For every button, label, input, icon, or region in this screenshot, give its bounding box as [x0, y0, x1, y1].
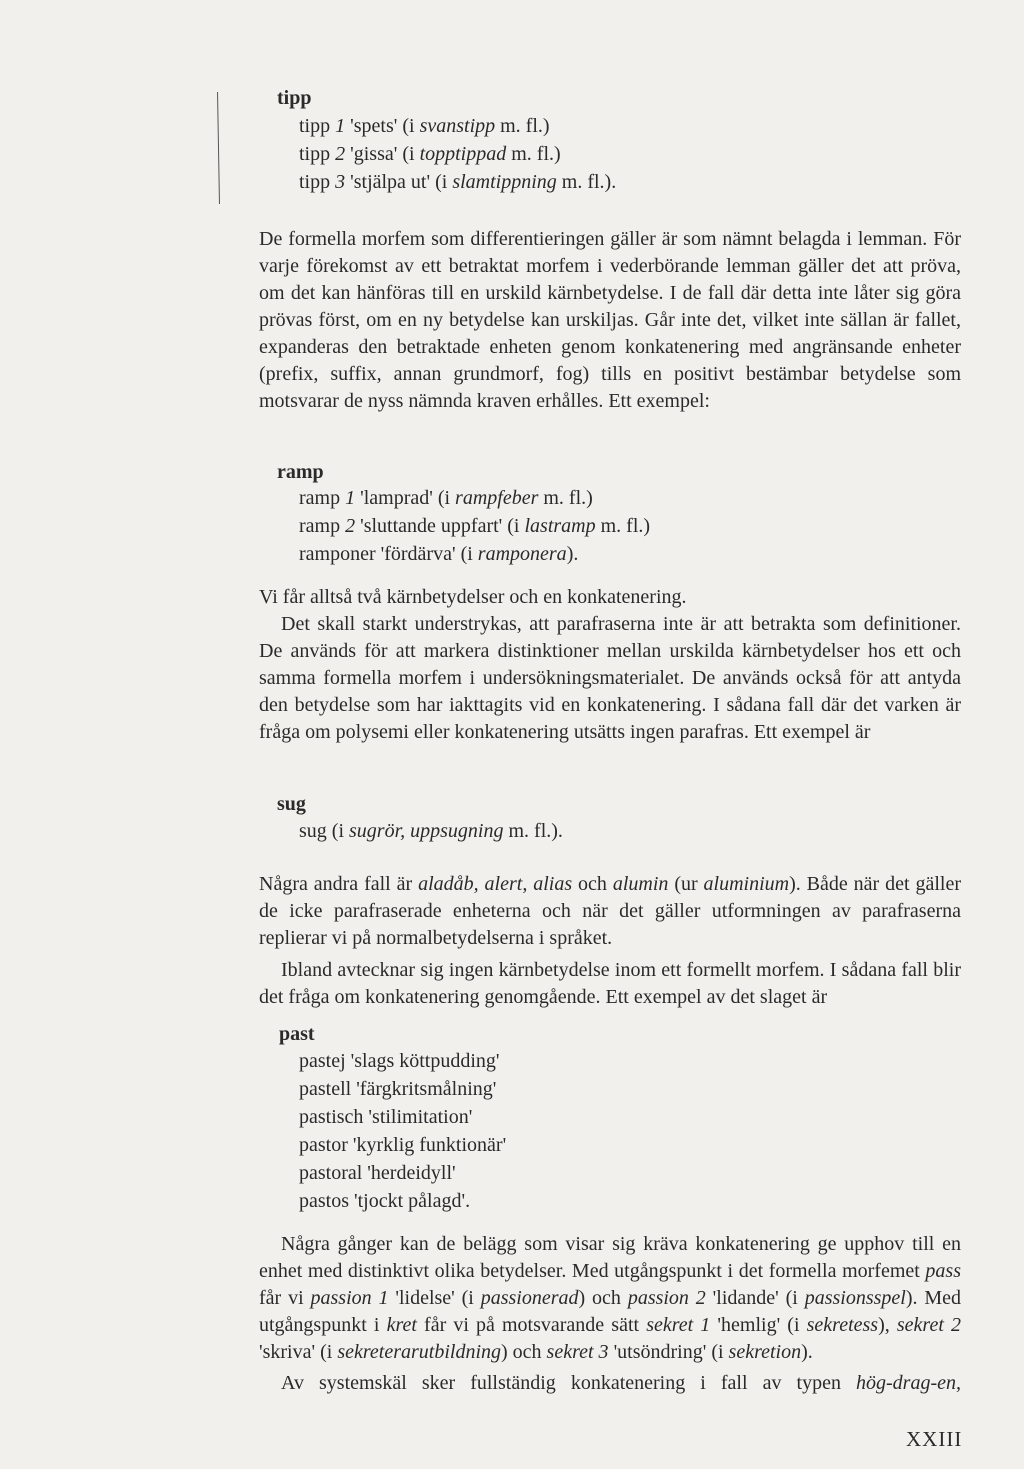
- italic-term: sekretion: [728, 1341, 802, 1363]
- italic-term: sekret 2: [896, 1314, 961, 1336]
- italic-term: 1: [345, 487, 356, 509]
- entry-line: tipp 2 'gissa' (i topptippad m. fl.): [299, 143, 561, 165]
- italic-term: pass: [925, 1260, 961, 1282]
- entry-line: tipp 1 'spets' (i svanstipp m. fl.): [299, 115, 550, 137]
- entry-line: pastej 'slags köttpudding': [299, 1050, 500, 1072]
- italic-term: slamtippning: [452, 171, 557, 193]
- italic-term: lastramp: [524, 515, 596, 537]
- entry-line: pastoral 'herdeidyll': [299, 1162, 456, 1184]
- entry-line: tipp 3 'stjälpa ut' (i slamtippning m. fl.).: [299, 171, 617, 193]
- italic-term: 1: [335, 115, 346, 137]
- body-paragraph: Vi får alltså två kärnbetydelser och en konkatenering.: [259, 586, 687, 608]
- entry-head-tipp: tipp: [277, 87, 312, 109]
- italic-term: svanstipp: [419, 115, 496, 137]
- body-paragraph: De formella morfem som differentieringen gäller är som nämnt belagda i lemman. För varje förekomst av ett betraktat morfem i vederbörande lemman gäller det att pröva, om det kan hänföras till en urskild kärnbetydelse. I de fall där detta inte låter sig göra prövas först, om en ny betydelse kan urskiljas. Går inte det, vilket inte sällan är fallet, expanderas den betraktade enheten genom konkatenering med angränsande enheter (prefix, suffix, annan grundmorf, fog) tills en positivt bestämbar betydelse som motsvarar de nyss nämnda kraven erhålles. Ett exempel:: [259, 228, 961, 412]
- margin-mark: [217, 92, 222, 204]
- entry-line: ramp 1 'lamprad' (i rampfeber m. fl.): [299, 487, 593, 509]
- italic-term: aladåb, alert, alias: [418, 873, 573, 895]
- entry-line: sug (i sugrör, uppsugning m. fl.).: [299, 820, 563, 842]
- italic-term: sekreterarutbildning: [337, 1341, 501, 1363]
- italic-term: rampfeber: [455, 487, 539, 509]
- entry-line: ramp 2 'sluttande uppfart' (i lastramp m. fl.): [299, 515, 651, 537]
- page-number: XXIII: [906, 1427, 963, 1451]
- italic-term: sekret 3: [546, 1341, 609, 1363]
- entry-head-past: past: [279, 1023, 315, 1045]
- italic-term: kret: [386, 1314, 417, 1336]
- entry-line: pastos 'tjockt pålagd'.: [299, 1190, 471, 1212]
- italic-term: hög-drag-en,: [856, 1372, 961, 1394]
- italic-term: passion 1: [310, 1287, 389, 1309]
- entry-head-sug: sug: [277, 793, 306, 815]
- italic-term: topptippad: [419, 143, 507, 165]
- italic-term: 3: [335, 171, 346, 193]
- body-paragraph: Några andra fall är aladåb, alert, alias och alumin (ur aluminium). Både när det gäller de icke parafraserade enheterna och när det gäller utformningen av parafraserna replierar vi på normalbetydelserna i språket.: [259, 873, 961, 949]
- entry-line: ramponer 'fördärva' (i ramponera).: [299, 543, 579, 565]
- italic-term: alumin: [612, 873, 669, 895]
- body-paragraph: Det skall starkt understrykas, att parafraserna inte är att betrakta som definitioner. De används för att markera distinktioner mellan urskilda kärnbetydelser hos ett och samma formella morfem i undersökningsmaterialet. De används också för att antyda den betydelse som har iakttagits vid en konkatenering. I sådana fall där det varken är fråga om polysemi eller konkatenering utsätts ingen parafras. Ett exempel är: [259, 613, 961, 743]
- entry-line: pastor 'kyrklig funktionär': [299, 1134, 507, 1156]
- italic-term: passionerad: [480, 1287, 579, 1309]
- body-paragraph: Av systemskäl sker fullständig konkatenering i fall av typen hög-drag-en,: [281, 1372, 961, 1394]
- entry-line: pastell 'färgkritsmålning': [299, 1078, 497, 1100]
- italic-term: passion 2: [627, 1287, 706, 1309]
- italic-term: ramponera: [477, 543, 567, 565]
- italic-term: passionsspel: [804, 1287, 906, 1309]
- italic-term: sekretess: [806, 1314, 879, 1336]
- entry-line: pastisch 'stilimitation': [299, 1106, 473, 1128]
- italic-term: sugrör, uppsugning: [349, 820, 504, 842]
- entry-head-ramp: ramp: [277, 461, 324, 483]
- italic-term: sekret 1: [646, 1314, 711, 1336]
- body-paragraph: Ibland avtecknar sig ingen kärnbetydelse inom ett formellt morfem. I sådana fall blir det fråga om konkatenering genomgående. Ett exempel av det slaget är: [259, 959, 961, 1008]
- italic-term: 2: [345, 515, 356, 537]
- italic-term: aluminium: [703, 873, 790, 895]
- body-paragraph: Några gånger kan de belägg som visar sig kräva konkatenering ge upphov till en enhet med distinktivt olika betydelser. Med utgångspunkt i det formella morfemet pass får vi passion 1 'lidelse' (i passionerad) och passion 2 'lidande' (i passionsspel). Med utgångspunkt i kret får vi på motsvarande sätt sekret 1 'hemlig' (i sekretess), sekret 2 'skriva' (i sekreterarutbildning) och sekret 3 'utsöndring' (i sekretion).: [259, 1233, 962, 1363]
- italic-term: 2: [335, 143, 346, 165]
